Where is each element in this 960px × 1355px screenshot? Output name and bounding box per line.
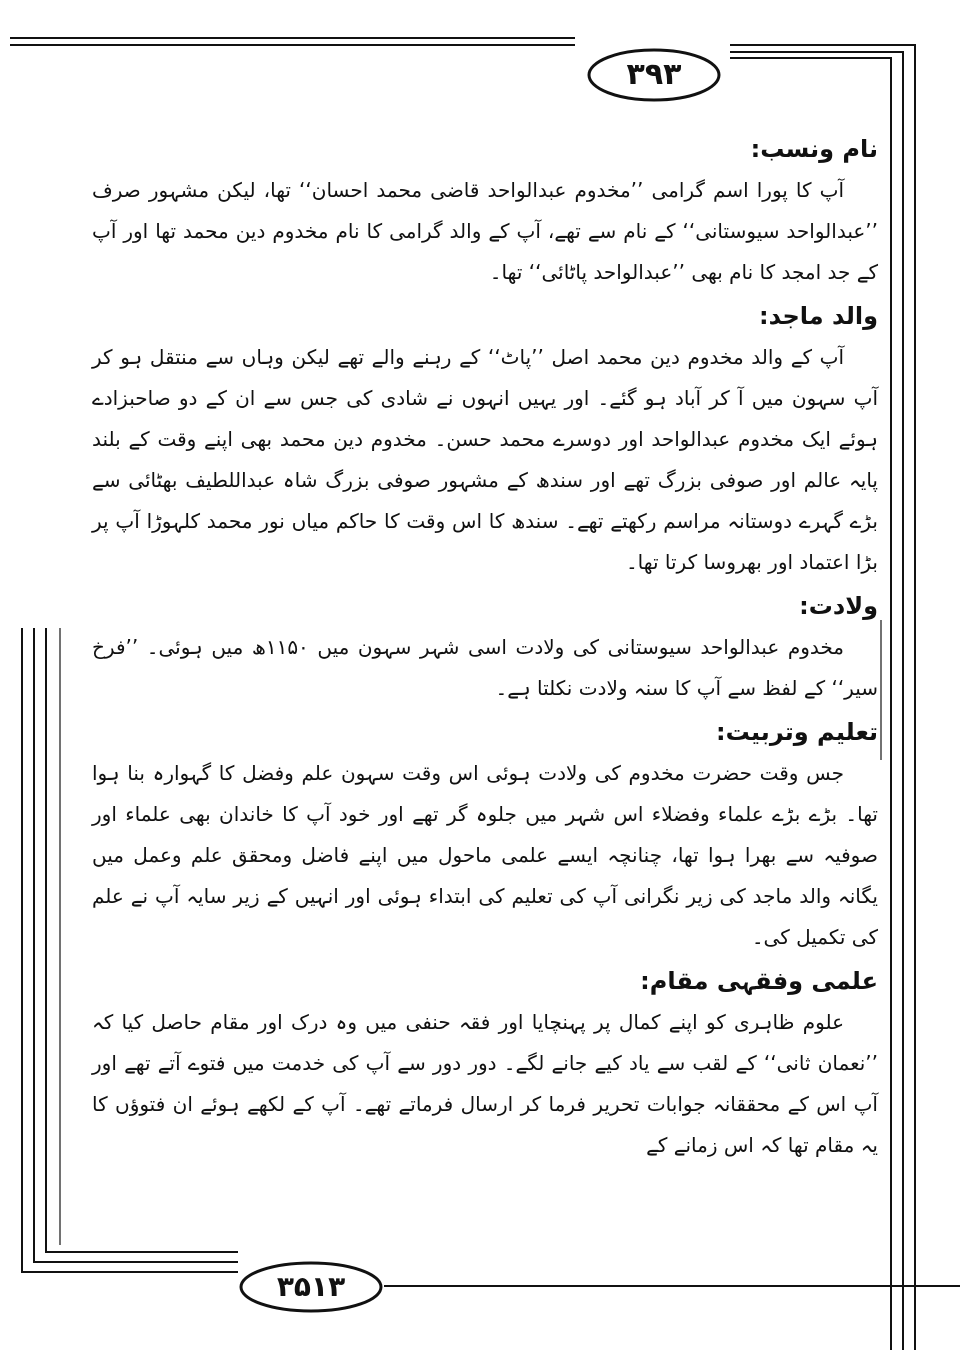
document-body bbox=[92, 130, 878, 1230]
section-paragraph-father: آپ کے والد مخدوم دین محمد اصل ’’پاٹ‘‘ کے رہنے والے تھے لیکن وہاں سے منتقل ہو کر آپ سہون میں آ کر آباد ہو گئے۔ اور یہیں انہوں نے شادی کی جس سے ان کے دو صاحبزادے ہوئے ایک مخدوم عبدالواحد اور دوسرے محمد حسن۔ مخدوم دین محمد بھی اپنے وقت کے بلند پایہ عالم اور صوفی بزرگ تھے اور سندھ کے مشہور صوفی بزرگ شاہ عبداللطیف بھٹائی سے بڑے گہرے دوستانہ مراسم رکھتے تھے۔ سندھ کا اس وقت کا حاکم میاں نور محمد کلہوڑا آپ پر بڑا اعتماد اور بھروسا کرتا تھا۔ bbox=[92, 345, 879, 574]
section-heading-education: تعلیم وتربیت: bbox=[716, 718, 878, 746]
section-heading-scholarly-status: علمی وفقہی مقام: bbox=[640, 967, 878, 995]
section-paragraph-education: جس وقت حضرت مخدوم کی ولادت ہوئی اس وقت سہون علم وفضل کا گہوارہ بنا ہوا تھا۔ بڑے بڑے علماء وفضلاء اس شہر میں جلوہ گر تھے اور خود آپ کا خاندان بھی علماء اور صوفیہ سے بھرا ہوا تھا، چنانچہ ایسے علمی ماحول میں اپنے فاضل ومحقق علم وعمل میں یگانہ والد ماجد کی زیر نگرانی آپ کی تعلیم کی ابتداء ہوئی اور انہیں کے زیر سایہ آپ نے علم کی تکمیل کی۔ bbox=[92, 761, 878, 949]
section-heading-birth: ولادت: bbox=[799, 592, 878, 620]
section-heading-lineage: نام ونسب: bbox=[750, 135, 878, 163]
section-paragraph-birth: مخدوم عبدالواحد سیوستانی کی ولادت اسی شہر سہون میں ۱۱۵۰ھ میں ہوئی۔ ’’فرخ سیر‘‘ کے لفظ سے آپ کا سنہ ولادت نکلتا ہے۔ bbox=[92, 635, 878, 700]
section-heading-father: والد ماجد: bbox=[758, 302, 878, 330]
section-paragraph-scholarly-status: علوم ظاہری کو اپنے کمال پر پہنچایا اور فقہ حنفی میں وہ درک اور مقام حاصل کیا کہ ’’نعمان ثانی‘‘ کے لقب سے یاد کیے جانے لگے۔ دور دور سے آپ کی خدمت میں فتوے آتے تھے اور آپ اس کے محققانہ جوابات تحریر فرما کر ارسال فرماتے تھے۔ آپ کے لکھے ہوئے ان فتوؤں کا یہ مقام تھا کہ اس زمانے کے bbox=[92, 1010, 878, 1157]
page-number: ۳۹۳ bbox=[626, 57, 682, 92]
section-paragraph-lineage: آپ کا پورا اسم گرامی ’’مخدوم عبدالواحد قاضی محمد احسان‘‘ تھا، لیکن مشہور صرف ’’عبدالواحد سیوستانی‘‘ کے نام سے تھے، آپ کے والد گرامی کا نام مخدوم دین محمد تھا اور آپ کے جد امجد کا نام بھی ’’عبدالواحد پاٹائی‘‘ تھا۔ bbox=[92, 178, 878, 284]
footer-page-number: ۳۵۱۳ bbox=[276, 1270, 346, 1303]
